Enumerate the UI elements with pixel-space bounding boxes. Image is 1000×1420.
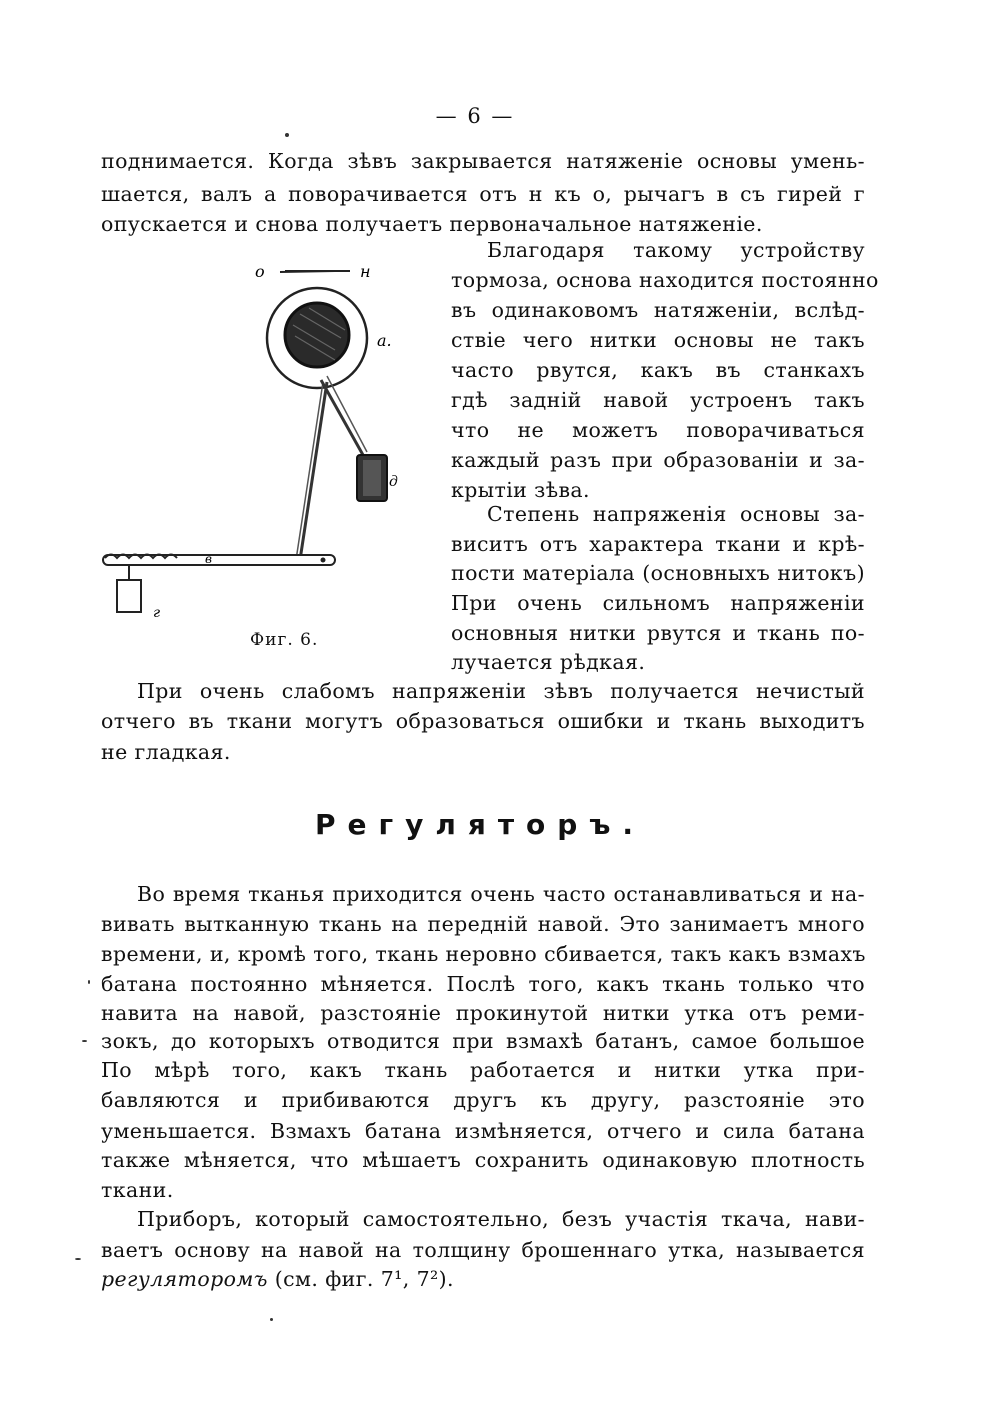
text-line: Приборъ, который самостоятельно, безъ участія ткача, нави-	[137, 1207, 865, 1231]
text-line: навита на навой, разстояніе прокинутой нитки утка отъ реми-	[101, 1001, 865, 1025]
section-heading: Регуляторъ.	[314, 808, 646, 841]
text-line: зокъ, до которыхъ отводится при взмахѣ батанъ, самое большое	[101, 1029, 865, 1053]
text-line: не гладкая.	[101, 740, 231, 764]
text-line: крытіи зѣва.	[451, 478, 590, 502]
figure-label-n: н	[360, 262, 371, 281]
figure-label-a: а.	[377, 331, 392, 350]
text-line: При очень слабомъ напряженіи зѣвъ получается нечистый	[137, 679, 865, 703]
text-line: ваетъ основу на навой на толщину брошеннаго утка, называется	[101, 1238, 865, 1262]
text-line: времени, и, кромѣ того, ткань неровно сбивается, такъ какъ взмахъ	[101, 942, 866, 966]
text-line: каждый разъ при образованіи и за-	[451, 448, 865, 472]
strap	[300, 382, 327, 560]
text-line: шается, валъ а поворачивается отъ н къ о, рычагъ в съ гирей г	[101, 182, 865, 206]
text-line: поднимается. Когда зѣвъ закрывается натяженіе основы умень-	[101, 149, 865, 173]
text-line: пости матеріала (основныхъ нитокъ)	[451, 561, 865, 585]
text-line: ствіе чего нитки основы не такъ	[451, 328, 865, 352]
italic-term: регуляторомъ	[101, 1267, 268, 1291]
text-line: При очень сильномъ напряженіи	[451, 591, 865, 615]
text-line: также мѣняется, что мѣшаетъ сохранить одинаковую плотность	[101, 1148, 865, 1172]
text-line: вивать вытканную ткань на передній навой. Это занимаетъ много	[101, 912, 865, 936]
figure-caption: Фиг. 6.	[250, 630, 319, 650]
text-line: Во время тканья приходится очень часто останавливаться и на-	[137, 882, 865, 906]
text-line-rest: (см. фиг. 7¹, 7²).	[267, 1267, 454, 1291]
text-line: Благодаря такому устройству	[487, 238, 865, 262]
text-line: виситъ отъ характера ткани и крѣ-	[451, 532, 865, 556]
text-line: гдѣ задній навой устроенъ такъ	[451, 388, 865, 412]
page-number: — 6 —	[435, 104, 515, 128]
text-line: отчего въ ткани могутъ образоваться ошибки и ткань выходитъ	[101, 709, 865, 733]
text-line: часто рвутся, какъ въ станкахъ	[451, 358, 865, 382]
figure-label-d: д	[389, 474, 398, 490]
figure-label-v: в	[205, 552, 212, 566]
text-line: основныя нитки рвутся и ткань по-	[451, 621, 865, 645]
text-line: По мѣрѣ того, какъ ткань работается и нитки утка при-	[101, 1058, 865, 1082]
figure-label-g: г	[153, 605, 161, 621]
text-line-last	[101, 1265, 865, 1293]
weight-g	[117, 580, 141, 612]
text-line: лучается рѣдкая.	[451, 650, 646, 674]
text-line: уменьшается. Взмахъ батана измѣняется, отчего и сила батана	[101, 1119, 865, 1143]
text-line: ткани.	[101, 1178, 174, 1202]
text-line: Степень напряженія основы за-	[487, 502, 865, 526]
text-line: что не можетъ поворачиваться	[451, 418, 865, 442]
text-line: опускается и снова получаетъ первоначальное натяженіе.	[101, 212, 763, 236]
text-line: въ одинаковомъ натяженіи, вслѣд-	[451, 298, 865, 322]
text-line: бавляются и прибиваются другъ къ другу, разстояніе это	[101, 1088, 865, 1112]
text-line: тормоза, основа находится постоянно	[451, 268, 879, 292]
figure-6-drawing	[95, 250, 398, 621]
weight-arm	[321, 380, 363, 455]
figure-label-o: о	[255, 262, 265, 281]
text-line: батана постоянно мѣняется. Послѣ того, какъ ткань только что	[101, 972, 865, 996]
lever-bar	[103, 555, 335, 565]
